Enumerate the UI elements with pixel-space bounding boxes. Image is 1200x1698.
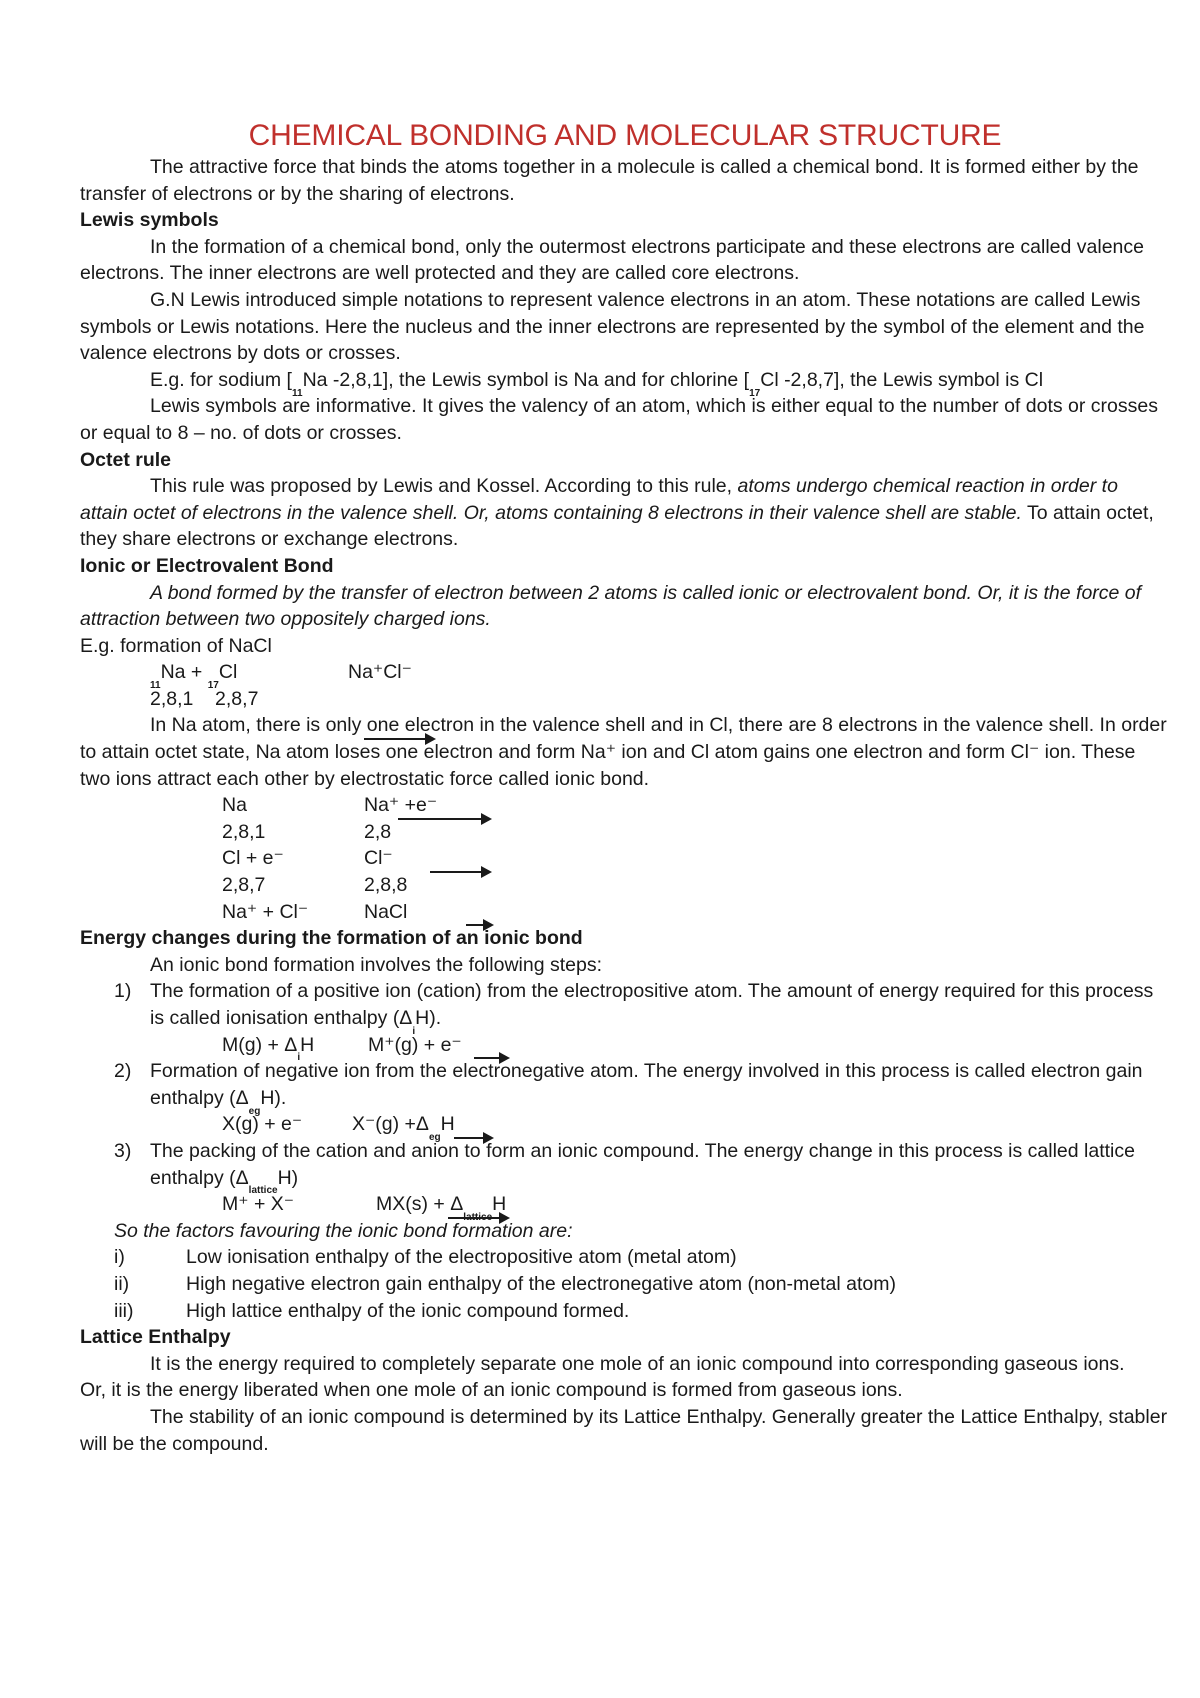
octet-paragraph (80, 473, 1170, 553)
eq-right: M⁺(g) + e⁻ (368, 1033, 462, 1056)
atomic-number: 17 (207, 680, 219, 692)
energy-equation-3 (80, 1191, 1170, 1224)
step-text: H). (260, 1086, 287, 1109)
eq-left: H (300, 1033, 315, 1056)
ion-step-3 (80, 845, 1170, 872)
reactant: Cl (218, 661, 238, 684)
step-right: 2,8,8 (364, 874, 408, 897)
factor-text: Low ionisation enthalpy of the electropositive atom (metal atom) (186, 1246, 737, 1269)
step-text: The formation of a positive ion (cation) from the electropositive atom. The amount of energy required for this process is called ionisation enthalpy (Δ (150, 980, 1154, 1029)
step-right: Cl⁻ (364, 847, 393, 870)
subscript: eg (248, 1105, 261, 1117)
lattice-paragraph-1: It is the energy required to completely separate one mole of an ionic compound into corresponding gaseous ions. (150, 1352, 1125, 1375)
ion-step-2 (80, 819, 1170, 846)
energy-step-2 (80, 1058, 1170, 1117)
eq-right: MX(s) + Δ (376, 1193, 464, 1216)
atomic-number: 17 (749, 387, 761, 399)
step-text: H) (277, 1166, 299, 1189)
ionic-definition: A bond formed by the transfer of electron between 2 atoms is called ionic or electrovalent bond. Or, it is the force of attraction between two oppositely charged ions. (80, 581, 1142, 631)
lattice-paragraph-2: Or, it is the energy liberated when one mole of an ionic compound is formed from gaseous ions. (80, 1379, 903, 1402)
intro-paragraph: The attractive force that binds the atoms together in a molecule is called a chemical bond. It is formed either by the transfer of electrons or by the sharing of electrons. (80, 156, 1139, 205)
nacl-config: 2,8,1 2,8,7 (150, 687, 259, 710)
reactant: Na + (160, 661, 208, 684)
octet-definition: atoms undergo chemical reaction in order to attain octet of electrons in the valence shell. Or, atoms containing 8 electrons in their valence shell are stable. (80, 475, 1118, 524)
step-right: NaCl (364, 900, 408, 923)
subscript: eg (428, 1132, 441, 1144)
eq-left: M(g) + Δ (222, 1033, 298, 1056)
list-number: iii) (114, 1299, 134, 1322)
lattice-paragraph-3: The stability of an ionic compound is determined by its Lattice Enthalpy. Generally greater the Lattice Enthalpy, stabler will be the compound. (80, 1405, 1168, 1455)
energy-equation-1 (80, 1032, 1170, 1064)
step-text: H). (415, 1007, 442, 1029)
text-span: This rule was proposed by Lewis and Kossel. According to this rule, (150, 475, 738, 498)
ion-step-5 (80, 899, 1170, 926)
product: Na⁺Cl⁻ (348, 661, 412, 684)
energy-intro: An ionic bond formation involves the following steps: (150, 953, 603, 976)
text-span: To attain octet, they share electrons or exchange electrons. (80, 501, 1154, 551)
lewis-paragraph-4: Lewis symbols are informative. It gives the valency of an atom, which is either equal to the number of dots or crosses or equal to 8 – no. of dots or crosses. (80, 395, 1158, 444)
energy-step-1 (80, 978, 1170, 1037)
heading-octet-rule: Octet rule (80, 448, 172, 471)
eq-right: X⁻(g) +Δ (352, 1113, 429, 1136)
ion-step-1 (80, 792, 1170, 819)
reaction-arrow (466, 924, 492, 926)
eq-left: X(g) + e⁻ (222, 1113, 303, 1136)
step-text: Formation of negative ion from the electronegative atom. The energy involved in this process is called electron gain enthalpy (Δ (150, 1060, 1143, 1109)
reaction-arrow (364, 738, 434, 740)
subscript: i (412, 1025, 416, 1037)
ionic-explanation: In Na atom, there is only one electron in the valence shell and in Cl, there are 8 electrons in the valence shell. In order to attain octet state, Na atom loses one electron and form Na⁺ ion and Cl atom gains one electron and form Cl⁻ ion. These two ions attract each other by electrostatic force called ionic bond. (80, 714, 1167, 790)
document-page (80, 118, 1170, 1457)
step-text: The packing of the cation and anion to form an ionic compound. The energy change in this process is called lattice enthalpy (Δ (150, 1139, 1135, 1189)
subscript: i (297, 1052, 301, 1064)
heading-lewis-symbols: Lewis symbols (80, 209, 219, 232)
eq-right: H (492, 1193, 507, 1216)
atomic-number: 11 (150, 680, 161, 692)
step-left: Na (222, 794, 247, 817)
step-left: Na⁺ + Cl⁻ (222, 900, 309, 923)
atomic-number: 11 (291, 387, 303, 399)
list-number: i) (114, 1246, 125, 1269)
eq-left: M⁺ + X⁻ (222, 1193, 295, 1216)
factor-text: High negative electron gain enthalpy of the electronegative atom (non-metal atom) (186, 1272, 896, 1295)
list-number: 2) (114, 1060, 132, 1083)
page-title: CHEMICAL BONDING AND MOLECULAR STRUCTURE (248, 119, 1002, 152)
factor-item (80, 1244, 1170, 1271)
eq-right: H (440, 1113, 455, 1136)
text-span: Na -2,8,1], the Lewis symbol is Na and for chlorine [ (302, 368, 750, 391)
factor-item (80, 1271, 1170, 1298)
step-left: 2,8,1 (222, 820, 266, 843)
nacl-equation (80, 659, 1170, 692)
ion-step-4 (80, 872, 1170, 899)
subscript: lattice (248, 1185, 278, 1197)
heading-lattice-enthalpy: Lattice Enthalpy (80, 1326, 231, 1349)
step-left: 2,8,7 (222, 874, 266, 897)
factors-intro: So the factors favouring the ionic bond formation are: (114, 1219, 573, 1242)
text-span: E.g. for sodium [ (150, 368, 292, 391)
lewis-example (80, 367, 1170, 399)
list-number: 1) (114, 980, 132, 1003)
factor-item (80, 1298, 1170, 1325)
step-right: Na⁺ +e⁻ (364, 794, 438, 817)
factor-text: High lattice enthalpy of the ionic compound formed. (186, 1299, 630, 1322)
list-number: ii) (114, 1272, 130, 1295)
ionic-example-label: E.g. formation of NaCl (80, 634, 272, 657)
list-number: 3) (114, 1139, 132, 1162)
energy-equation-2 (80, 1111, 1170, 1144)
lewis-paragraph-1: In the formation of a chemical bond, only the outermost electrons participate and these electrons are called valence electrons. The inner electrons are well protected and they are called core electrons. (80, 235, 1144, 285)
lewis-paragraph-2: G.N Lewis introduced simple notations to represent valence electrons in an atom. These notations are called Lewis symbols or Lewis notations. Here the nucleus and the inner electrons are represented by the symbol of the element and the valence electrons by dots or crosses. (80, 288, 1145, 365)
text-span: Cl -2,8,7], the Lewis symbol is Cl (760, 368, 1044, 391)
heading-ionic-bond: Ionic or Electrovalent Bond (80, 554, 334, 577)
subscript: lattice (463, 1212, 493, 1224)
heading-energy-changes: Energy changes during the formation of an ionic bond (80, 927, 583, 950)
step-right: 2,8 (364, 820, 392, 843)
step-left: Cl + e⁻ (222, 847, 284, 870)
energy-step-3 (80, 1138, 1170, 1197)
